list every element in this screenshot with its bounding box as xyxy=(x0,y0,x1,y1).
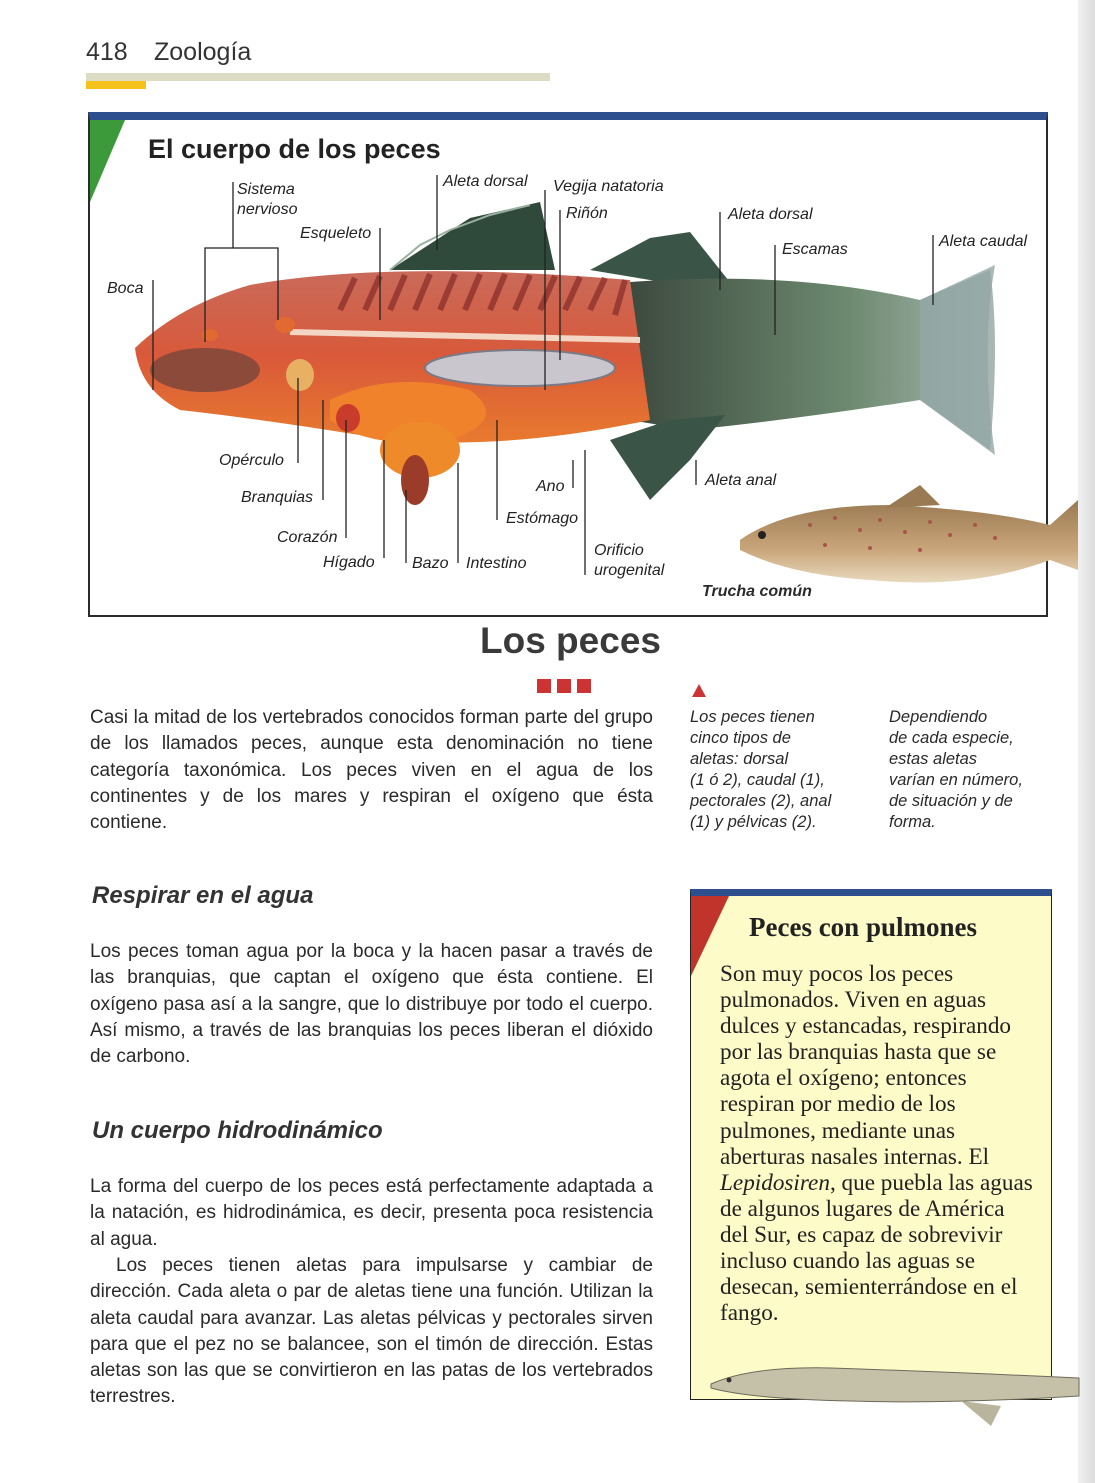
label-aleta-dorsal-2: Aleta dorsal xyxy=(728,206,813,223)
label-esqueleto: Esqueleto xyxy=(300,225,372,242)
trout-illustration xyxy=(740,500,1078,583)
figure-title: El cuerpo de los peces xyxy=(148,134,441,164)
label-boca: Boca xyxy=(107,280,144,297)
paragraph-respirar: Los peces toman agua por la boca y la hacen pasar a través de las branquias, que captan el oxígeno que ésta contiene. El oxígeno pasa así a la sangre, que lo distribuye por todo el cuerpo. Así mismo, a través de las branquias los peces liberan el dióxido de carbono. xyxy=(90,941,653,1068)
label-vegija-natatoria: Vegija natatoria xyxy=(553,178,664,195)
header-rule xyxy=(86,73,550,81)
side-note-species: Dependiendo de cada especie, estas aletas varían en número, de situación y de forma. xyxy=(889,708,1023,831)
page-number: 418 xyxy=(86,38,128,66)
label-estomago: Estómago xyxy=(506,510,579,527)
paragraph-cuerpo-1: La forma del cuerpo de los peces está perfectamente adaptada a la natación, es hidrodinámica, es decir, presenta poca resistencia al agua. xyxy=(90,1176,653,1250)
label-aleta-caudal: Aleta caudal xyxy=(939,233,1028,250)
label-operculo: Opérculo xyxy=(219,452,284,469)
side-note-fins: Los peces tienen cinco tipos de aletas: dorsal (1 ó 2), caudal (1), pectorales (2), anal (1) y pélvicas (2). xyxy=(690,708,832,831)
corner-flag xyxy=(90,120,125,202)
triangle-marker-icon xyxy=(692,684,706,697)
label-branquias: Branquias xyxy=(241,489,314,506)
label-orificio-urogenital: Orificio urogenital xyxy=(594,542,665,579)
label-aleta-anal: Aleta anal xyxy=(705,472,777,489)
box-text: Son muy pocos los peces pulmonados. Viven en aguas dulces y estancadas, respirando por las branquias hasta que se agota el oxígeno; entonces respiran por medio de los pulmones, mediante unas aberturas nasales internas. El Lepidosiren, que puebla las aguas de algunos lugares de América del Sur, es capaz de sobrevivir incluso cuando las aguas se desecan, semienterrándose en el fango. xyxy=(720,961,1033,1327)
label-sistema-nervioso: Sistema nervioso xyxy=(237,181,298,218)
label-escamas: Escamas xyxy=(782,241,848,258)
intro-paragraph: Casi la mitad de los vertebrados conocidos forman parte del grupo de los llamados peces, aunque esta denominación no tiene categoría taxonómica. Los peces viven en el agua de los continentes y de los mares y respiran el oxígeno que ésta contiene. xyxy=(90,707,653,834)
label-intestino: Intestino xyxy=(466,555,527,572)
genus-name: Lepidosiren xyxy=(720,1169,830,1196)
label-aleta-dorsal-1: Aleta dorsal xyxy=(443,173,528,190)
label-higado: Hígado xyxy=(323,554,375,571)
page-title: Los peces xyxy=(480,620,661,661)
lungfish-illustration xyxy=(711,1368,1079,1402)
heading-respirar: Respirar en el agua xyxy=(92,882,314,909)
header-accent-bar xyxy=(86,81,146,89)
label-ano: Ano xyxy=(536,478,565,495)
box-title: Peces con pulmones xyxy=(749,912,977,942)
label-rinon: Riñón xyxy=(566,205,608,222)
trout-caption: Trucha común xyxy=(702,583,812,600)
label-corazon: Corazón xyxy=(277,529,338,546)
label-bazo: Bazo xyxy=(412,555,449,572)
title-ornament xyxy=(537,679,597,698)
paragraph-cuerpo-2: Los peces tienen aletas para impulsarse y cambiar de dirección. Cada aleta o par de aletas tiene una función. Utilizan la aleta caudal para avanzar. Las aletas pélvicas y pectorales sirven para que el pez no se balancee, son el timón de dirección. Estas aletas son las que se convirtieron en las patas de los vertebrados terrestres. xyxy=(90,1255,653,1408)
heading-cuerpo: Un cuerpo hidrodinámico xyxy=(92,1117,383,1144)
section-name: Zoología xyxy=(154,38,252,66)
